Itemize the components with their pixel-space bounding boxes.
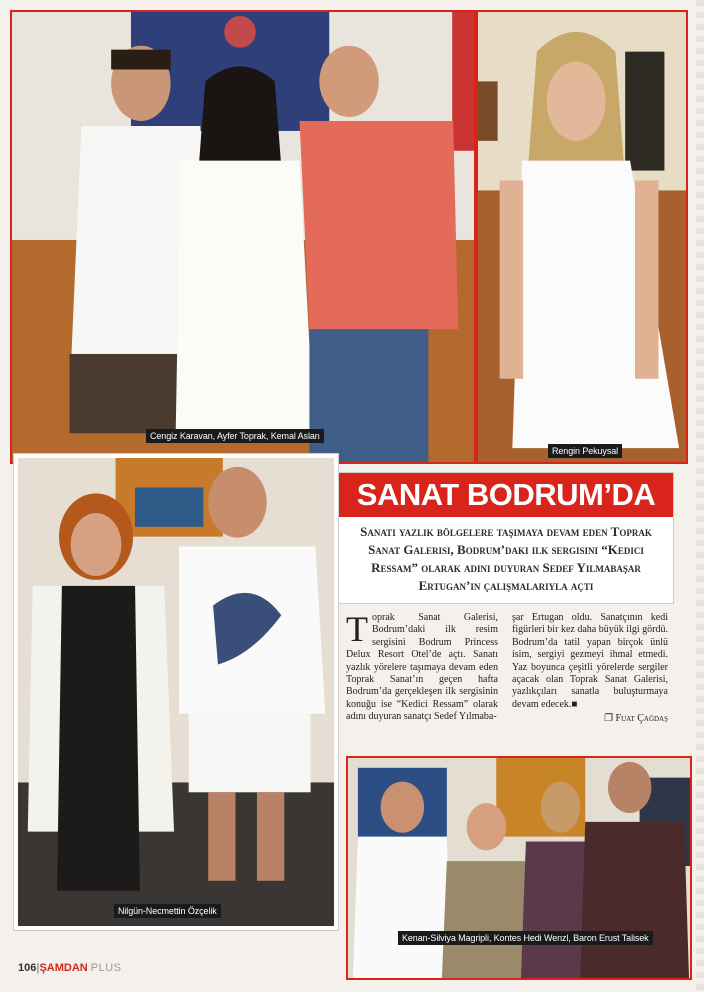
article-col2-text: şar Ertugan oldu. Sanatçının kedi figürleri bir kez daha büyük ilgi gördü. Bodrum’da tatil yapan birçok ünlü isim, sergiyi gezmeyi ihmal etmedi. Yaz boyunca çeşitli yörelerde sergiler açacak olan Toprak Sanat Galerisi, yazlıkçıları sanatla buluşturmaya devam edecek.■	[512, 612, 668, 710]
article-col1-text: oprak Sanat Galerisi, Bodrum’daki ilk resim sergisini Bodrum Princess Delux Resort Otel’de açtı. Sanatı yazlık yörelere taşımaya devam eden Toprak Sanat’ın geçen hafta Bodrum’da gerçekleşen ilk sergisinin konuğu ise “Kedici Ressam” olarak adını duyuran sanatçı Sedef Yılmaba-	[346, 612, 498, 723]
caption-photo1: Cengiz Karavan, Ayfer Toprak, Kemal Aslan	[146, 429, 324, 443]
article-dropcap: T	[346, 609, 368, 649]
photo-couple	[14, 454, 338, 930]
photo-group-three	[10, 10, 476, 464]
caption-photo2: Rengin Pekuysal	[548, 444, 622, 458]
caption-photo4: Kenan-Silviya Magripli, Kontes Hedi Wenzl, Baron Erust Talisek	[398, 931, 653, 945]
caption-photo3: Nilgün-Necmettin Özçelik	[114, 904, 221, 918]
photo-group-four	[346, 756, 692, 980]
page-footer: 106|ŞAMDAN PLUS	[18, 962, 122, 974]
photo-single-woman	[476, 10, 688, 464]
photo-image	[18, 458, 334, 926]
photo-image	[12, 12, 474, 462]
article-column-2	[512, 612, 668, 726]
photo-image	[478, 12, 686, 462]
article-author: ❐ Fuat Çağdaş	[604, 713, 668, 725]
article-headline-box	[338, 472, 674, 604]
magazine-suffix: PLUS	[90, 962, 122, 974]
article-column-1	[346, 609, 498, 724]
torn-page-edge	[696, 0, 704, 992]
photo-image	[348, 758, 690, 978]
article-headline: SANAT BODRUM’DA	[339, 473, 673, 517]
magazine-brand: ŞAMDAN	[39, 962, 88, 974]
article-subhead: Sanatı yazlık bölgelere taşımaya devam eden Toprak Sanat Galerisi, Bodrum’daki ilk sergisini “Kedici Ressam” olarak adını duyuran Sedef Yılmabaşar Ertugan’ın çalışmalarıyla açtı	[360, 524, 652, 593]
page-number: 106	[18, 962, 37, 974]
